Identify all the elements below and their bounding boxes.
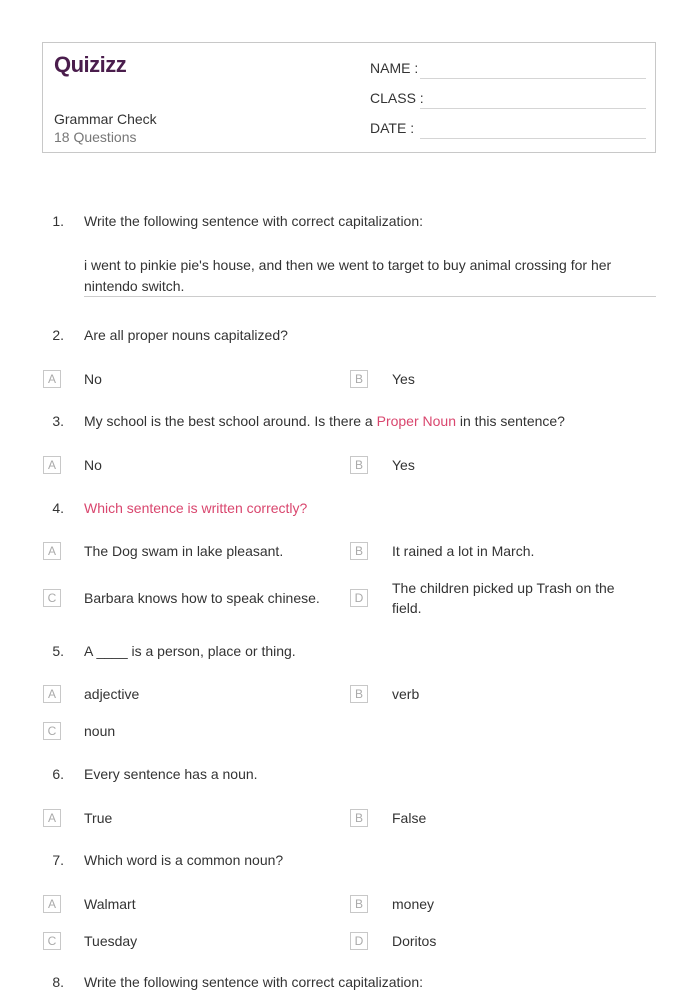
option-letter-box[interactable]: A	[43, 895, 61, 913]
question-count: 18 Questions	[54, 129, 137, 145]
option-letter-box[interactable]: A	[43, 370, 61, 388]
option-text: noun	[84, 723, 116, 739]
name-label: NAME :	[370, 60, 419, 76]
option-letter-box[interactable]: B	[350, 685, 368, 703]
question-text: Which word is a common noun?	[84, 852, 284, 868]
quizizz-logo: Quizizz	[54, 52, 127, 77]
question-text: Which sentence is written correctly?	[84, 500, 308, 516]
option-text: Doritos	[392, 933, 437, 949]
question-number: 7.	[52, 852, 64, 868]
option-letter-box[interactable]: B	[350, 542, 368, 560]
date-field[interactable]	[420, 138, 646, 139]
question-text: Every sentence has a noun.	[84, 766, 258, 782]
question-number: 2.	[52, 327, 64, 343]
sentence-to-correct: i went to pinkie pie's house, and then we went to target to buy animal crossing for her nintendo switch.	[84, 257, 612, 294]
option-text: It rained a lot in March.	[392, 543, 535, 559]
option-text: money	[392, 896, 435, 912]
question-number: 8.	[52, 974, 64, 990]
option-letter-box[interactable]: A	[43, 456, 61, 474]
question-text: Are all proper nouns capitalized?	[84, 327, 288, 343]
question-number: 4.	[52, 500, 64, 516]
option-letter-box[interactable]: B	[350, 895, 368, 913]
option-text: Walmart	[84, 896, 136, 912]
question-text	[84, 413, 565, 429]
option-letter-box[interactable]: C	[43, 932, 61, 950]
option-text: The children picked up Trash on the field.	[392, 580, 615, 616]
option-letter-box[interactable]: C	[43, 589, 61, 607]
option-letter-box[interactable]: D	[350, 932, 368, 950]
answer-line[interactable]	[84, 296, 656, 297]
question-number: 6.	[52, 766, 64, 782]
option-text: Yes	[392, 457, 415, 473]
option-text: No	[84, 371, 102, 387]
option-letter-box[interactable]: B	[350, 370, 368, 388]
class-label: CLASS :	[370, 90, 424, 106]
option-text: Yes	[392, 371, 415, 387]
question-text-part: My school is the best school around. Is there a	[84, 413, 377, 429]
option-letter-box[interactable]: C	[43, 722, 61, 740]
worksheet-title: Grammar Check	[54, 111, 157, 127]
question-text-part: in this sentence?	[456, 413, 565, 429]
option-text: No	[84, 457, 102, 473]
question-number: 5.	[52, 643, 64, 659]
option-letter-box[interactable]: B	[350, 456, 368, 474]
option-text: False	[392, 810, 427, 826]
class-field[interactable]	[420, 108, 646, 109]
option-letter-box[interactable]: B	[350, 809, 368, 827]
option-text: The Dog swam in lake pleasant.	[84, 543, 284, 559]
option-text: Barbara knows how to speak chinese.	[84, 590, 320, 606]
option-letter-box[interactable]: A	[43, 809, 61, 827]
worksheet-header	[42, 42, 656, 153]
option-text: verb	[392, 686, 420, 702]
option-letter-box[interactable]: D	[350, 589, 368, 607]
question-number: 3.	[52, 413, 64, 429]
option-text: Tuesday	[84, 933, 138, 949]
question-text: Write the following sentence with correct capitalization:	[84, 213, 424, 229]
name-field[interactable]	[420, 78, 646, 79]
question-text: A ____ is a person, place or thing.	[84, 643, 296, 659]
option-letter-box[interactable]: A	[43, 542, 61, 560]
option-letter-box[interactable]: A	[43, 685, 61, 703]
highlighted-term: Proper Noun	[376, 413, 456, 429]
option-text: adjective	[84, 686, 140, 702]
question-text: Write the following sentence with correct capitalization:	[84, 974, 424, 990]
option-text: True	[84, 810, 113, 826]
question-number: 1.	[52, 213, 64, 229]
date-label: DATE :	[370, 120, 415, 136]
